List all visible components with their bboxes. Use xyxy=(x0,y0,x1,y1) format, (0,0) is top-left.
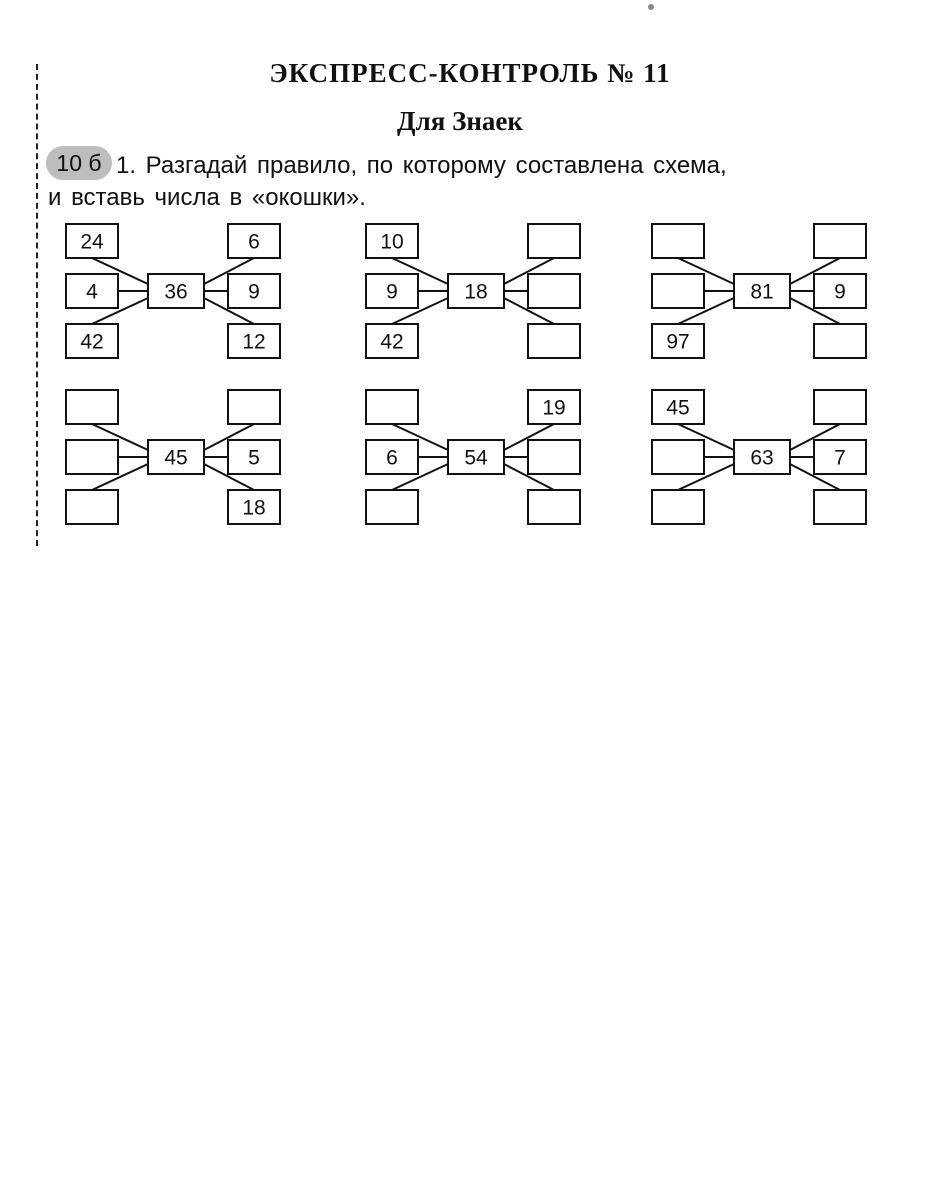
scheme-5-right-mid-box[interactable] xyxy=(528,440,580,474)
scheme-5-right-top-box-value: 19 xyxy=(542,396,566,420)
scheme-4-left-top-box[interactable] xyxy=(66,390,118,424)
scheme-2-left-top-box-value: 10 xyxy=(380,230,404,254)
scheme-3-right-bot-box[interactable] xyxy=(814,324,866,358)
scheme-2-right-top-box[interactable] xyxy=(528,224,580,258)
scheme-2-left-bot-box-value: 42 xyxy=(380,330,404,354)
scheme-4-right-bot-box-value: 18 xyxy=(242,496,266,520)
scheme-1-right-bot-box-value: 12 xyxy=(242,330,266,354)
scheme-6-left-mid-box[interactable] xyxy=(652,440,704,474)
scheme-1-left-mid-box-value: 4 xyxy=(86,280,98,304)
scheme-4-center-box-value: 45 xyxy=(164,446,188,470)
scheme-4-left-bot-box[interactable] xyxy=(66,490,118,524)
scheme-3-left-top-box[interactable] xyxy=(652,224,704,258)
scheme-3-center-box-value: 81 xyxy=(750,280,774,304)
scheme-5-left-top-box[interactable] xyxy=(366,390,418,424)
scheme-6-right-bot-box[interactable] xyxy=(814,490,866,524)
scheme-2-center-box-value: 18 xyxy=(464,280,488,304)
scheme-3-right-top-box[interactable] xyxy=(814,224,866,258)
scheme-3-left-mid-box[interactable] xyxy=(652,274,704,308)
scheme-4-left-mid-box[interactable] xyxy=(66,440,118,474)
scheme-6-left-top-box-value: 45 xyxy=(666,396,690,420)
scheme-2-left-mid-box-value: 9 xyxy=(386,280,398,304)
scheme-6-center-box-value: 63 xyxy=(750,446,774,470)
scheme-6-right-mid-box-value: 7 xyxy=(834,446,846,470)
scheme-3-left-bot-box-value: 97 xyxy=(666,330,690,354)
task-line-1: 1. Разгадай правило, по которому составлена схема, xyxy=(116,152,727,179)
scheme-5-center-box-value: 54 xyxy=(464,446,488,470)
scheme-6-right-top-box[interactable] xyxy=(814,390,866,424)
scheme-4-right-mid-box-value: 5 xyxy=(248,446,260,470)
scheme-6-left-bot-box[interactable] xyxy=(652,490,704,524)
scheme-1-left-bot-box-value: 42 xyxy=(80,330,104,354)
scheme-3-right-mid-box-value: 9 xyxy=(834,280,846,304)
scheme-1-left-top-box-value: 24 xyxy=(80,230,104,254)
task-line-2: и вставь числа в «окошки». xyxy=(48,184,366,211)
scheme-2-right-bot-box[interactable] xyxy=(528,324,580,358)
page-subtitle: Для Знаек xyxy=(397,106,523,136)
scheme-5-right-bot-box[interactable] xyxy=(528,490,580,524)
scheme-2-right-mid-box[interactable] xyxy=(528,274,580,308)
scheme-1-right-top-box-value: 6 xyxy=(248,230,260,254)
scheme-5-left-mid-box-value: 6 xyxy=(386,446,398,470)
scheme-1-center-box-value: 36 xyxy=(164,280,188,304)
scheme-4-right-top-box[interactable] xyxy=(228,390,280,424)
points-badge: 10 б xyxy=(46,146,112,180)
page-title: ЭКСПРЕСС-КОНТРОЛЬ № 11 xyxy=(269,58,671,88)
scheme-1-right-mid-box-value: 9 xyxy=(248,280,260,304)
scheme-5-left-bot-box[interactable] xyxy=(366,490,418,524)
